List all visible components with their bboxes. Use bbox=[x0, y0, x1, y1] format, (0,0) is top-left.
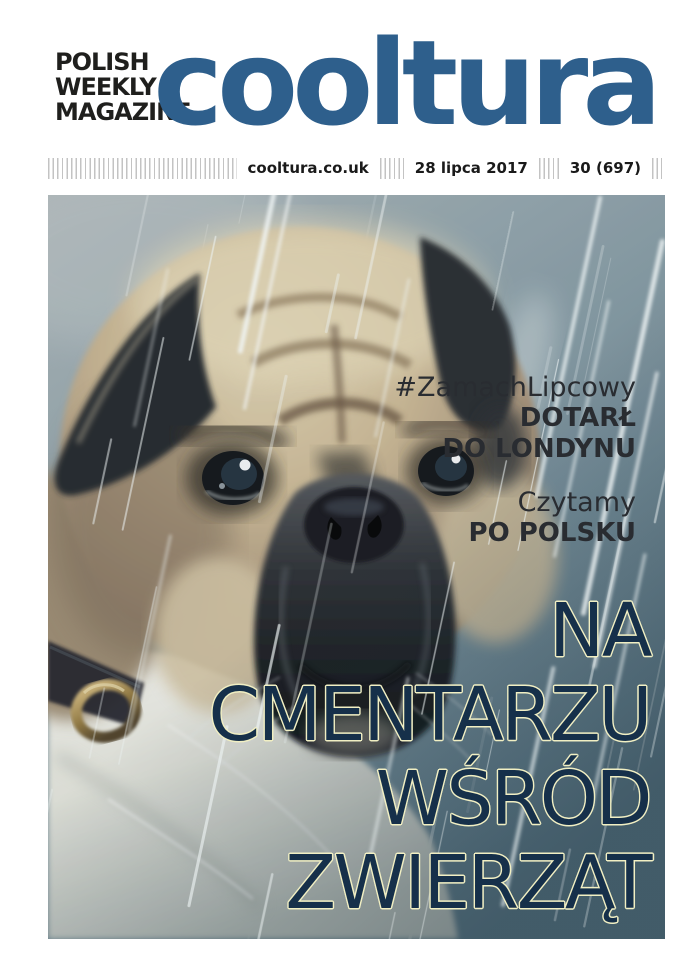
cover-promo bbox=[469, 487, 636, 549]
title-line-4: ZWIERZĄT bbox=[285, 840, 650, 926]
issue-number-label: 30 (697) bbox=[569, 159, 641, 177]
headline-bold-line-2: DO LONDYNU bbox=[442, 434, 636, 464]
headline-bold-line-1: DOTARŁ bbox=[519, 403, 636, 433]
issue-infobar bbox=[48, 153, 662, 183]
tick-stripes bbox=[380, 158, 404, 179]
promo-bold-line: PO POLSKU bbox=[468, 518, 636, 548]
tick-stripes bbox=[539, 158, 559, 179]
title-line-2: CMENTARZU bbox=[208, 672, 650, 758]
magazine-logo: cooltura bbox=[153, 14, 656, 152]
title-line-3: WŚRÓD bbox=[375, 756, 650, 842]
promo-regular-line: Czytamy bbox=[517, 487, 636, 518]
cover-title bbox=[209, 589, 650, 925]
tagline-line-1: POLISH bbox=[55, 48, 149, 76]
tagline-line-2: WEEKLY bbox=[55, 73, 156, 101]
headline-hashtag: #ZamachLipcowy bbox=[394, 372, 636, 403]
website-label: cooltura.co.uk bbox=[247, 159, 369, 177]
tick-stripes bbox=[652, 158, 662, 179]
tagline-line-3: MAGAZINE bbox=[55, 98, 191, 126]
cover-photo bbox=[48, 195, 665, 939]
tick-stripes bbox=[48, 158, 237, 179]
title-line-1: NA bbox=[549, 588, 650, 674]
date-label: 28 lipca 2017 bbox=[414, 159, 528, 177]
cover-headline bbox=[394, 372, 636, 465]
